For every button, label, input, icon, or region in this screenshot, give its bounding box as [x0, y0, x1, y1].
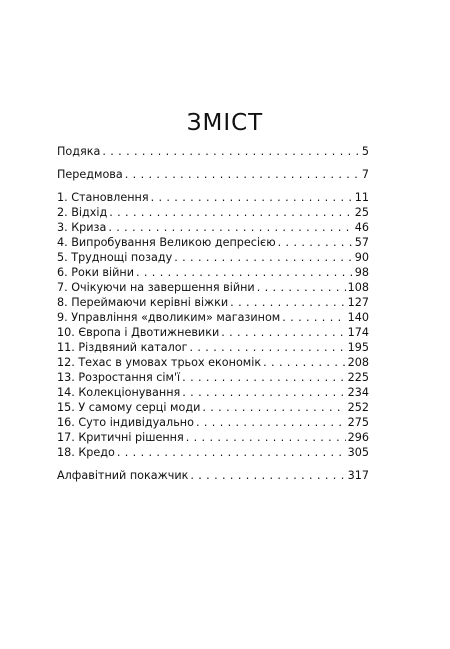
- toc-entry-page: 208: [347, 356, 369, 369]
- toc-entry-label: 18. Кредо: [57, 446, 115, 459]
- toc-entry-page: 140: [347, 311, 369, 324]
- toc-entry-label: 12. Техас в умовах трьох економік: [57, 356, 262, 369]
- toc-entry-chapter-9: [57, 310, 369, 325]
- toc-entry-label: 3. Криза: [57, 221, 107, 234]
- toc-entry-label: 10. Європа і Двотижневики: [57, 326, 220, 339]
- toc-entry-chapter-11: [57, 340, 369, 355]
- toc-leader-dots: [136, 265, 353, 280]
- toc-entry-index: [57, 468, 369, 483]
- toc-entry-page: 225: [347, 371, 369, 384]
- toc-leader-dots: [186, 430, 346, 445]
- toc-leader-dots: [151, 190, 353, 205]
- toc-leader-dots: [196, 415, 346, 430]
- toc-entry-label: 4. Випробування Великою депресією: [57, 236, 276, 249]
- toc-leader-dots: [230, 295, 345, 310]
- toc-entry-page: 252: [347, 401, 369, 414]
- toc-entry-chapter-15: [57, 400, 369, 415]
- toc-leader-dots: [263, 355, 346, 370]
- toc-entry-page: 25: [354, 206, 369, 219]
- toc-entry-page: 108: [347, 281, 369, 294]
- toc-leader-dots: [202, 400, 345, 415]
- toc-entry-page: 57: [354, 236, 369, 249]
- toc-entry-label: Передмова: [57, 168, 123, 181]
- toc-entry-preface: [57, 167, 369, 182]
- toc-leader-dots: [221, 325, 345, 340]
- toc-leader-dots: [117, 445, 346, 460]
- toc-leader-dots: [182, 385, 345, 400]
- toc-entry-acknowledgements: [57, 144, 369, 159]
- toc-leader-dots: [125, 167, 360, 182]
- toc-entry-label: 5. Труднощі позаду: [57, 251, 173, 264]
- table-of-contents: [57, 144, 369, 483]
- toc-entry-page: 90: [354, 251, 369, 264]
- toc-entry-label: 8. Переймаючи керівні віжки: [57, 296, 229, 309]
- toc-entry-page: 234: [347, 386, 369, 399]
- toc-entry-page: 317: [347, 469, 369, 482]
- toc-leader-dots: [174, 250, 353, 265]
- toc-entry-page: 98: [354, 266, 369, 279]
- toc-entry-page: 296: [347, 431, 369, 444]
- toc-entry-page: 174: [347, 326, 369, 339]
- toc-entry-label: 17. Критичні рішення: [57, 431, 184, 444]
- toc-entry-chapter-17: [57, 430, 369, 445]
- toc-entry-chapter-10: [57, 325, 369, 340]
- toc-entry-label: Подяка: [57, 145, 101, 158]
- toc-entry-chapter-7: [57, 280, 369, 295]
- toc-leader-dots: [278, 235, 353, 250]
- toc-entry-chapter-1: [57, 190, 369, 205]
- toc-entry-label: 13. Розростання сім'ї: [57, 371, 181, 384]
- toc-entry-label: 6. Роки війни: [57, 266, 134, 279]
- toc-entry-chapter-13: [57, 370, 369, 385]
- toc-leader-dots: [257, 280, 346, 295]
- toc-leader-dots: [189, 340, 345, 355]
- toc-entry-page: 275: [347, 416, 369, 429]
- toc-entry-page: 11: [354, 191, 369, 204]
- toc-entry-label: 2. Відхід: [57, 206, 108, 219]
- toc-entry-label: Алфавітний покажчик: [57, 469, 189, 482]
- toc-leader-dots: [108, 220, 352, 235]
- page-title: ЗМІСТ: [186, 110, 264, 136]
- toc-entry-chapter-5: [57, 250, 369, 265]
- toc-leader-dots: [109, 205, 353, 220]
- toc-entry-chapter-16: [57, 415, 369, 430]
- toc-entry-chapter-18: [57, 445, 369, 460]
- toc-entry-page: 5: [361, 145, 369, 158]
- toc-entry-page: 195: [347, 341, 369, 354]
- toc-entry-page: 127: [347, 296, 369, 309]
- toc-leader-dots: [102, 144, 360, 159]
- toc-entry-label: 15. У самому серці моди: [57, 401, 201, 414]
- toc-entry-chapter-4: [57, 235, 369, 250]
- toc-entry-page: 7: [361, 168, 369, 181]
- toc-entry-chapter-8: [57, 295, 369, 310]
- toc-entry-label: 14. Колекціонування: [57, 386, 181, 399]
- toc-leader-dots: [282, 310, 345, 325]
- toc-entry-chapter-3: [57, 220, 369, 235]
- toc-leader-dots: [190, 468, 345, 483]
- toc-entry-chapter-12: [57, 355, 369, 370]
- toc-entry-chapter-6: [57, 265, 369, 280]
- toc-entry-label: 7. Очікуючи на завершення війни: [57, 281, 255, 294]
- toc-entry-label: 1. Становлення: [57, 191, 149, 204]
- toc-entry-label: 11. Різдвяний каталог: [57, 341, 188, 354]
- toc-entry-label: 16. Суто індивідуально: [57, 416, 194, 429]
- toc-entry-chapter-14: [57, 385, 369, 400]
- toc-entry-label: 9. Управління «дволиким» магазином: [57, 311, 281, 324]
- toc-leader-dots: [182, 370, 345, 385]
- toc-entry-page: 305: [347, 446, 369, 459]
- toc-entry-page: 46: [354, 221, 369, 234]
- toc-entry-chapter-2: [57, 205, 369, 220]
